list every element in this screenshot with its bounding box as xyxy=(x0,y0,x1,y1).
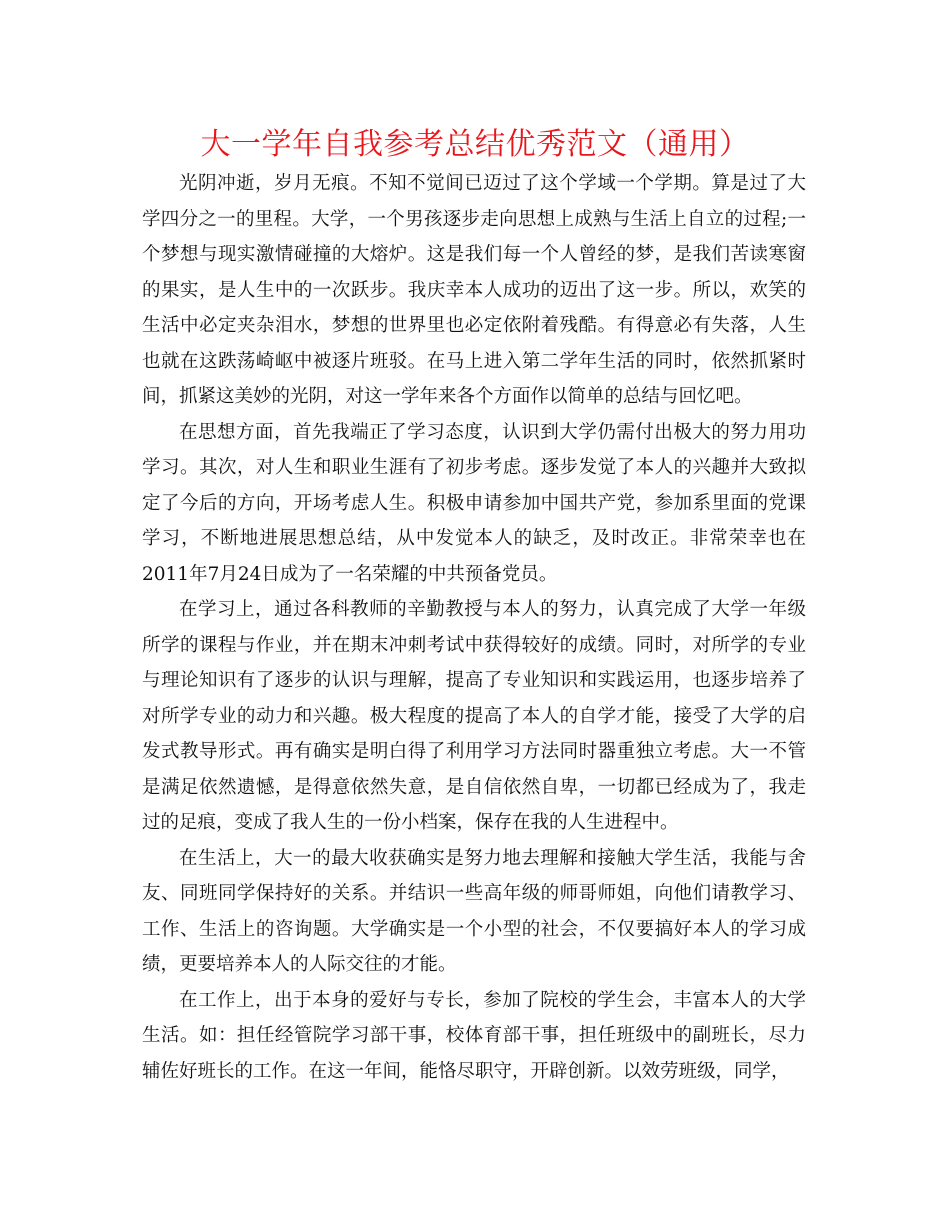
paragraph-study: 在学习上，通过各科教师的辛勤教授与本人的努力，认真完成了大学一年级所学的课程与作业，并在期末冲刺考试中获得较好的成绩。同时，对所学的专业与理论知识有了逐步的认识与理解，提高了专业知识和实践运用，也逐步培养了对所学专业的动力和兴趣。极大程度的提高了本人的自学才能，接受了大学的启发式教导形式。再有确实是明白得了利用学习方法同时器重独立考虑。大一不管是满足依然遗憾，是得意依然失意，是自信依然自卑，一切都已经成为了，我走过的足痕，变成了我人生的一份小档案，保存在我的人生进程中。 xyxy=(142,599,806,833)
paragraph-intro: 光阴冲逝，岁月无痕。不知不觉间已迈过了这个学域一个学期。算是过了大学四分之一的里程。大学，一个男孩逐步走向思想上成熟与生活上自立的过程;一个梦想与现实激情碰撞的大熔炉。这是我们每一个人曾经的梦，是我们苦读寒窗的果实，是人生中的一次跃步。我庆幸本人成功的迈出了这一步。所以，欢笑的生活中必定夹杂泪水，梦想的世界里也必定依附着残酷。有得意必有失落，人生也就在这跌荡崎岖中被逐片班驳。在马上进入第二学年生活的同时，依然抓紧时间，抓紧这美妙的光阴，对这一学年来各个方面作以简单的总结与回忆吧。 xyxy=(142,173,806,407)
paragraph-work: 在工作上，出于本身的爱好与专长，参加了院校的学生会，丰富本人的大学生活。如：担任经管院学习部干事，校体育部干事，担任班级中的副班长，尽力辅佐好班长的工作。在这一年间，能恪尽职守，开辟创新。以效劳班级，同学， xyxy=(142,989,806,1082)
paragraph-thought: 在思想方面，首先我端正了学习态度，认识到大学仍需付出极大的努力用功学习。其次，对人生和职业生涯有了初步考虑。逐步发觉了本人的兴趣并大致拟定了今后的方向，开场考虑人生。积极申请参加中国共产党，参加系里面的党课学习，不断地进展思想总结，从中发觉本人的缺乏，及时改正。非常荣幸也在2011年7月24日成为了一名荣耀的中共预备党员。 xyxy=(142,421,806,585)
document-body xyxy=(142,166,806,1089)
paragraph-life: 在生活上，大一的最大收获确实是努力地去理解和接触大学生活，我能与舍友、同班同学保持好的关系。并结识一些高年级的师哥师姐，向他们请教学习、工作、生活上的咨询题。大学确实是一个小型的社会，不仅要搞好本人的学习成绩，更要培养本人的人际交往的才能。 xyxy=(142,847,806,975)
document-title: 大一学年自我参考总结优秀范文（通用） xyxy=(200,127,750,162)
